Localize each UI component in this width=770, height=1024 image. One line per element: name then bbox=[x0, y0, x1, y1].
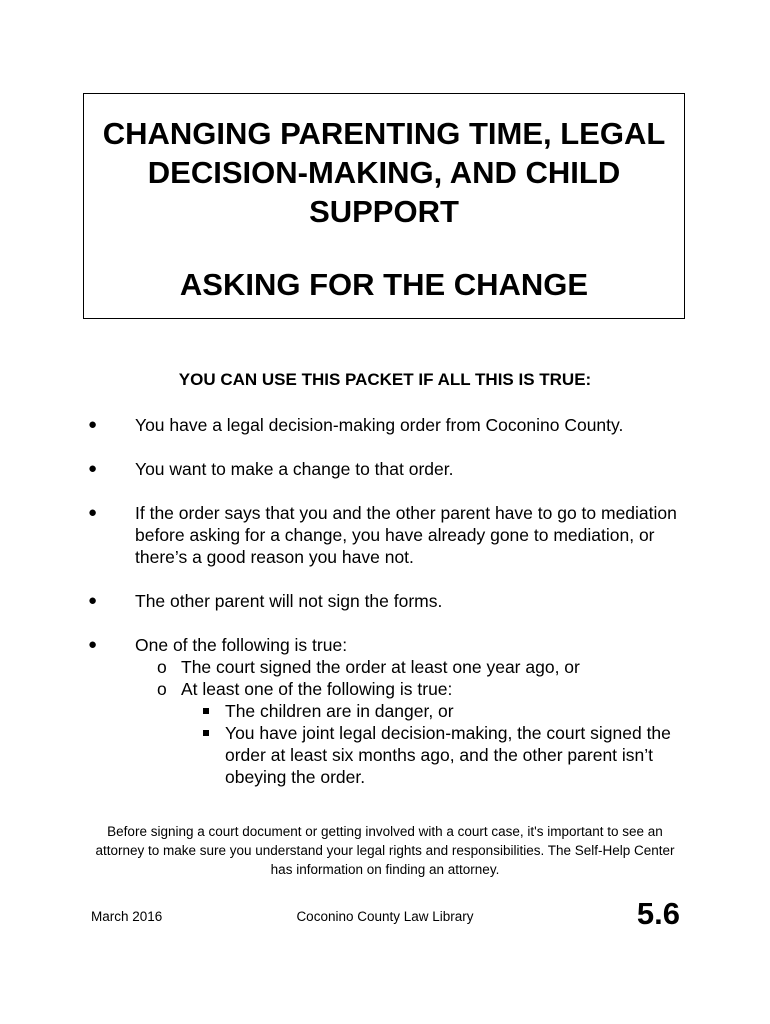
condition-text: You have a legal decision-making order from Coconino County. bbox=[135, 415, 624, 435]
condition-text: One of the following is true: bbox=[135, 635, 348, 655]
footer-library: Coconino County Law Library bbox=[296, 909, 474, 924]
circle-bullet-icon: o bbox=[157, 657, 167, 677]
document-title: CHANGING PARENTING TIME, LEGAL DECISION-MAKING, AND CHILD SUPPORT bbox=[102, 116, 666, 229]
bullet-icon: ● bbox=[88, 460, 98, 477]
condition-text: If the order says that you and the other parent have to go to mediation before asking for a change, you have already gone to mediation, or there’s a good reason you have not. bbox=[135, 503, 677, 567]
condition-item bbox=[88, 634, 708, 788]
condition-item bbox=[88, 502, 708, 568]
sub-condition-text: At least one of the following is true: bbox=[181, 679, 453, 699]
condition-text: You want to make a change to that order. bbox=[135, 459, 454, 479]
attorney-disclaimer: Before signing a court document or getting involved with a court case, it's important to see an attorney to make sure you understand your legal rights and responsibilities. The Self-Help Center has information on finding an attorney. bbox=[95, 824, 675, 877]
condition-item bbox=[88, 590, 708, 612]
condition-item bbox=[88, 414, 708, 436]
conditions-list bbox=[88, 414, 708, 810]
bullet-icon: ● bbox=[88, 592, 98, 609]
condition-item bbox=[88, 458, 708, 480]
sub-condition-item bbox=[157, 678, 708, 788]
sub-condition-text: The court signed the order at least one year ago, or bbox=[181, 657, 580, 677]
title-box bbox=[83, 93, 685, 319]
bullet-icon: ● bbox=[88, 636, 98, 653]
sub-condition-item bbox=[157, 656, 708, 678]
nested-condition-text: The children are in danger, or bbox=[225, 701, 454, 721]
nested-conditions-list bbox=[181, 700, 708, 788]
footer-date: March 2016 bbox=[91, 909, 163, 924]
nested-condition-item bbox=[203, 722, 708, 788]
circle-bullet-icon: o bbox=[157, 679, 167, 699]
nested-condition-text: You have joint legal decision-making, the court signed the order at least six months ago, and the other parent isn’t obeying the order. bbox=[225, 723, 671, 787]
nested-condition-item bbox=[203, 700, 708, 722]
sub-conditions-list bbox=[135, 656, 708, 788]
bullet-icon: ● bbox=[88, 504, 98, 521]
document-subtitle: ASKING FOR THE CHANGE bbox=[179, 267, 589, 302]
bullet-icon: ● bbox=[88, 416, 98, 433]
packet-conditions-heading: YOU CAN USE THIS PACKET IF ALL THIS IS TRUE: bbox=[178, 370, 592, 389]
square-bullet-icon bbox=[203, 708, 209, 714]
square-bullet-icon bbox=[203, 730, 209, 736]
condition-text: The other parent will not sign the forms. bbox=[135, 591, 443, 611]
packet-number: 5.6 bbox=[636, 896, 680, 931]
